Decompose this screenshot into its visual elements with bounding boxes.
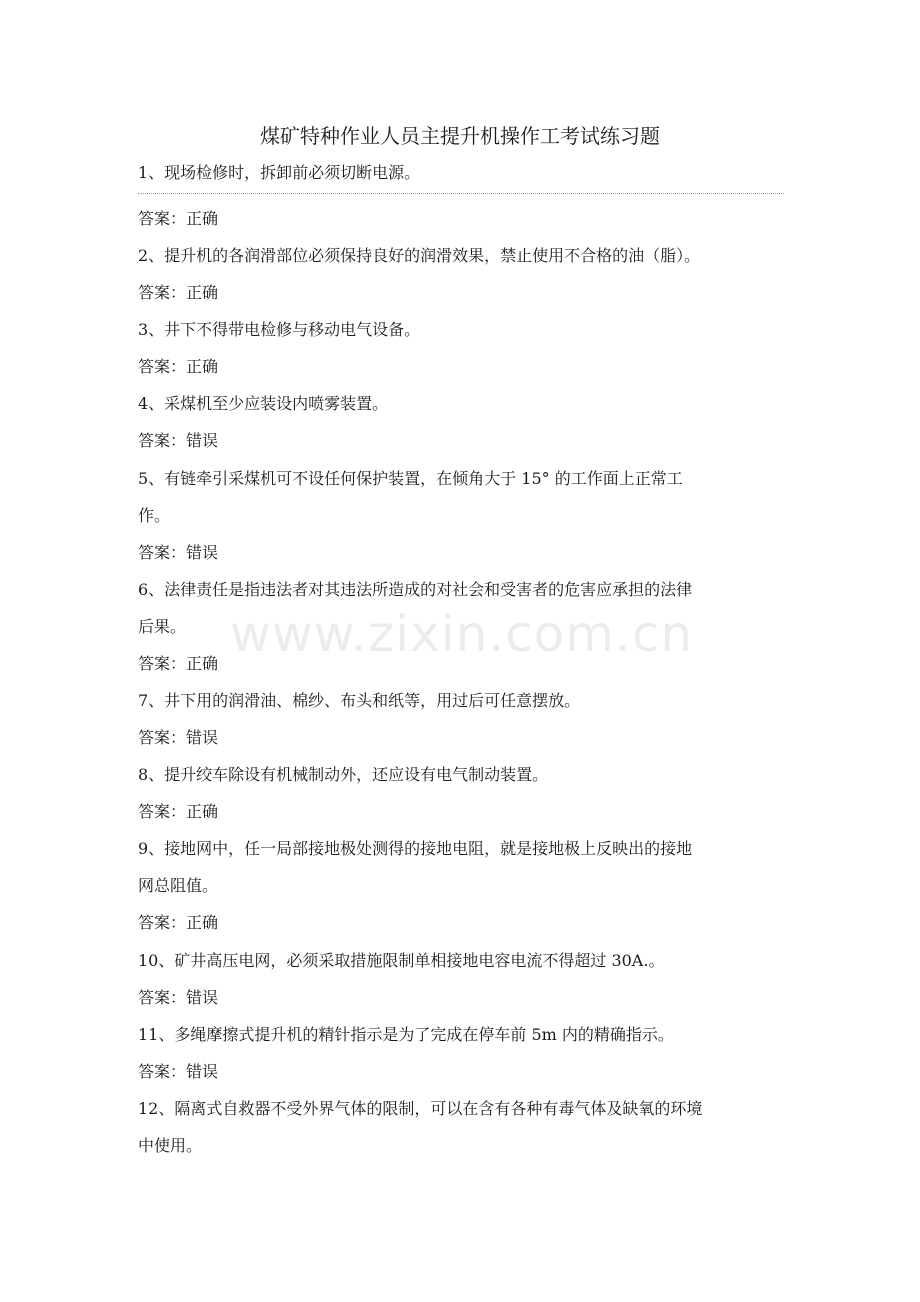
question-6-cont: 后果。 xyxy=(138,617,187,636)
answer-7: 答案：错误 xyxy=(138,728,219,747)
question-12: 12、隔离式自救器不受外界气体的限制，可以在含有各种有毒气体及缺氧的环境 xyxy=(138,1099,703,1118)
question-3: 3、井下不得带电检修与移动电气设备。 xyxy=(138,320,421,339)
question-9: 9、接地网中，任一局部接地极处测得的接地电阻，就是接地极上反映出的接地 xyxy=(138,839,693,858)
question-4: 4、采煤机至少应装设内喷雾装置。 xyxy=(138,394,389,413)
question-12-cont: 中使用。 xyxy=(138,1136,203,1155)
document-title: 煤矿特种作业人员主提升机操作工考试练习题 xyxy=(260,124,660,148)
question-11: 11、多绳摩擦式提升机的精针指示是为了完成在停车前 5m 内的精确指示。 xyxy=(138,1025,674,1044)
question-5: 5、有链牵引采煤机可不设任何保护装置，在倾角大于 15° 的工作面上正常工 xyxy=(138,469,683,488)
answer-4: 答案：错误 xyxy=(138,431,219,450)
answer-10: 答案：错误 xyxy=(138,988,219,1007)
answer-2: 答案：正确 xyxy=(138,283,219,302)
question-1: 1、现场检修时，拆卸前必须切断电源。 xyxy=(138,163,421,182)
question-2: 2、提升机的各润滑部位必须保持良好的润滑效果，禁止使用不合格的油（脂）。 xyxy=(138,246,701,265)
question-9-cont: 网总阻值。 xyxy=(138,876,219,895)
answer-5: 答案：错误 xyxy=(138,543,219,562)
answer-11: 答案：错误 xyxy=(138,1062,219,1081)
question-8: 8、提升绞车除设有机械制动外，还应设有电气制动装置。 xyxy=(138,765,549,784)
answer-3: 答案：正确 xyxy=(138,357,219,376)
question-7: 7、井下用的润滑油、棉纱、布头和纸等，用过后可任意摆放。 xyxy=(138,691,581,710)
answer-1: 答案：正确 xyxy=(138,209,219,228)
question-6: 6、法律责任是指违法者对其违法所造成的对社会和受害者的危害应承担的法律 xyxy=(138,580,693,599)
question-5-cont: 作。 xyxy=(138,506,171,525)
answer-9: 答案：正确 xyxy=(138,913,219,932)
question-10: 10、矿井高压电网，必须采取措施限制单相接地电容电流不得超过 30A.。 xyxy=(138,951,665,970)
dotted-divider xyxy=(138,193,784,194)
site-watermark: www.zixin.com.cn xyxy=(230,605,694,663)
answer-8: 答案：正确 xyxy=(138,802,219,821)
answer-6: 答案：正确 xyxy=(138,654,219,673)
